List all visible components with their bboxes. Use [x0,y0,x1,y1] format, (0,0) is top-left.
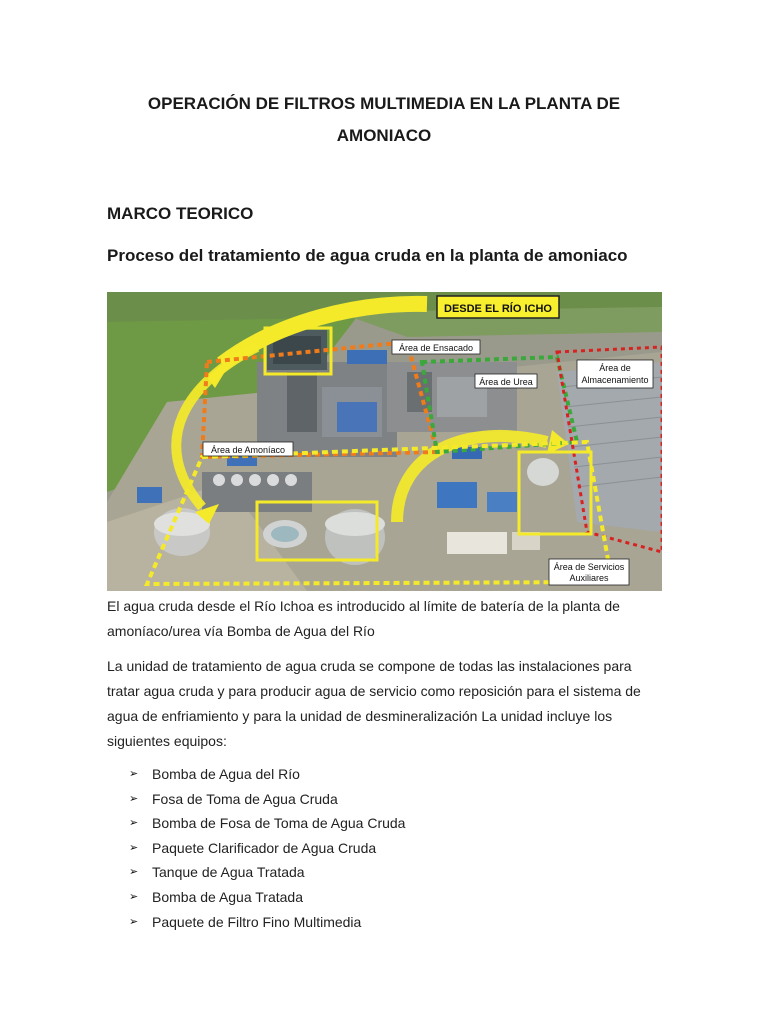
section-heading: MARCO TEORICO [107,204,254,223]
subheading: Proceso del tratamiento de agua cruda en la planta de amoniaco [107,246,628,265]
arrow-bullet-icon: ➢ [129,866,139,879]
label-ensacado: Área de Ensacado [398,343,474,353]
list-item: ➢ Fosa de Toma de Agua Cruda [129,787,405,812]
label-urea: Área de Urea [479,377,533,387]
list-item: ➢ Tanque de Agua Tratada [129,860,405,885]
label-servicios-1: Área de Servicios [553,562,625,572]
arrow-bullet-icon: ➢ [129,817,139,830]
list-item: ➢ Bomba de Fosa de Toma de Agua Cruda [129,811,405,836]
label-amoniaco: Área de Amoníaco [210,445,286,455]
label-almacenamiento-2: Almacenamiento [581,375,649,385]
arrow-bullet-icon: ➢ [129,792,139,805]
paragraph-intro: El agua cruda desde el Río Ichoa es introducido al límite de batería de la planta de amoníaco/urea vía Bomba de Agua del Río [107,598,620,639]
list-item: ➢ Paquete Clarificador de Agua Cruda [129,836,405,861]
list-item: ➢ Paquete de Filtro Fino Multimedia [129,910,405,935]
plant-aerial-photo [107,292,662,591]
label-almacenamiento-1: Área de [599,363,631,373]
paragraph-unit: La unidad de tratamiento de agua cruda se compone de todas las instalaciones para tratar agua cruda y para producir agua de servicio como reposición para el sistema de agua de enfriamiento y para la unidad de desmineralización La unidad incluye los siguientes equipos: [107,658,641,749]
document-title: OPERACIÓN DE FILTROS MULTIMEDIA EN LA PLANTA DE AMONIACO [147,94,621,145]
arrow-bullet-icon: ➢ [129,768,139,780]
arrow-bullet-icon: ➢ [129,890,139,903]
label-servicios-2: Auxiliares [569,573,609,583]
arrow-bullet-icon: ➢ [129,915,139,928]
list-item: ➢ Bomba de Agua del Río [129,762,405,787]
equipment-list [129,762,405,934]
arrow-bullet-icon: ➢ [129,841,139,854]
callout-label: DESDE EL RÍO ICHO [444,303,552,315]
list-item: ➢ Bomba de Agua Tratada [129,885,405,910]
